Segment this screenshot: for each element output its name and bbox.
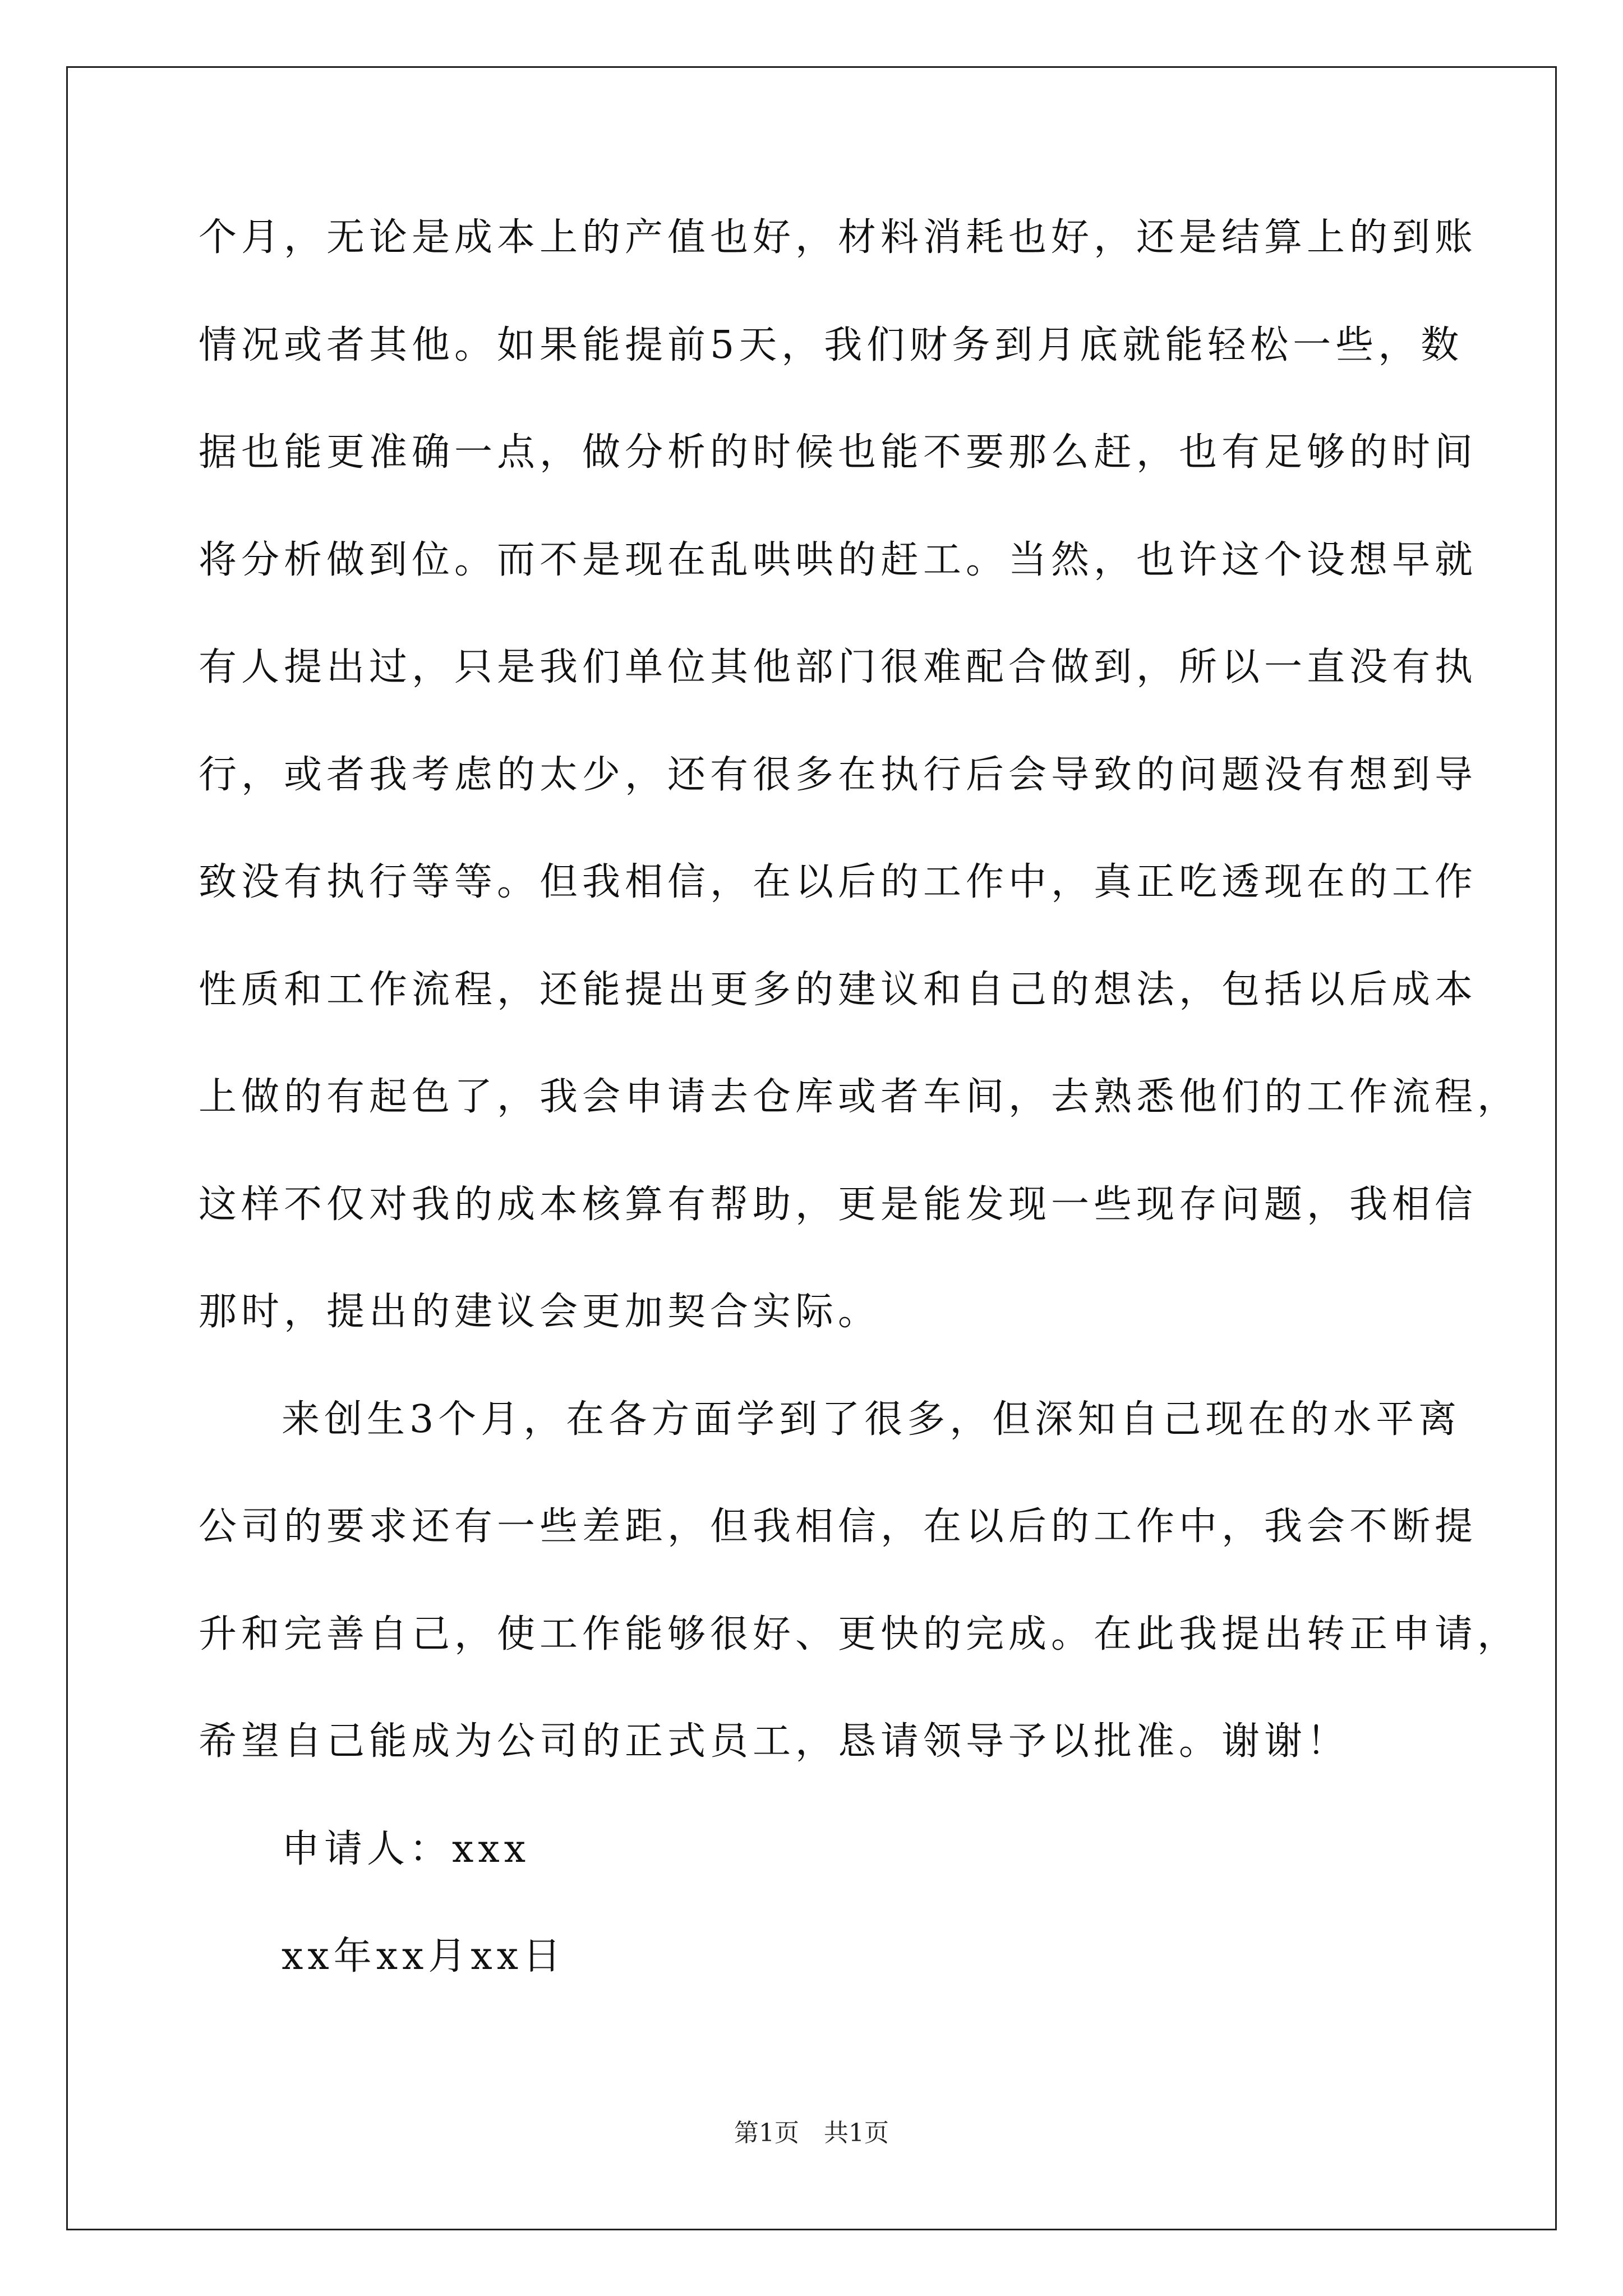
body-line: 有人提出过，只是我们单位其他部门很难配合做到，所以一直没有执 [199, 645, 1478, 689]
body-line: 据也能更准确一点，做分析的时候也能不要那么赶，也有足够的时间 [199, 430, 1478, 475]
paragraph-start-line: 来创生3个月，在各方面学到了很多，但深知自己现在的水平离 [282, 1397, 1461, 1442]
body-line: 这样不仅对我的成本核算有帮助，更是能发现一些现存问题，我相信 [199, 1182, 1478, 1227]
body-line: 将分析做到位。而不是现在乱哄哄的赶工。当然，也许这个设想早就 [199, 537, 1478, 582]
body-line: 个月，无论是成本上的产值也好，材料消耗也好，还是结算上的到账 [199, 215, 1478, 260]
body-line: 致没有执行等等。但我相信，在以后的工作中，真正吃透现在的工作 [199, 860, 1478, 904]
body-line: 性质和工作流程，还能提出更多的建议和自己的想法，包括以后成本 [199, 967, 1478, 1012]
date-line: xx年xx月xx日 [282, 1934, 566, 1978]
document-body [199, 215, 1520, 2045]
body-line: 情况或者其他。如果能提前5天，我们财务到月底就能轻松一些，数 [199, 323, 1464, 367]
applicant-line: 申请人：xxx [282, 1826, 531, 1871]
page-footer: 第1页 共1页 [734, 2119, 889, 2147]
body-line: 公司的要求还有一些差距，但我相信，在以后的工作中，我会不断提 [199, 1504, 1478, 1549]
body-line: 希望自己能成为公司的正式员工，恳请领导予以批准。谢谢！ [199, 1719, 1350, 1764]
body-line: 那时，提出的建议会更加契合实际。 [199, 1290, 881, 1334]
body-line: 升和完善自己，使工作能够很好、更快的完成。在此我提出转正申请， [199, 1612, 1520, 1657]
body-line: 行，或者我考虑的太少，还有很多在执行后会导致的问题没有想到导 [199, 752, 1478, 797]
body-line: 上做的有起色了，我会申请去仓库或者车间，去熟悉他们的工作流程， [199, 1075, 1520, 1119]
